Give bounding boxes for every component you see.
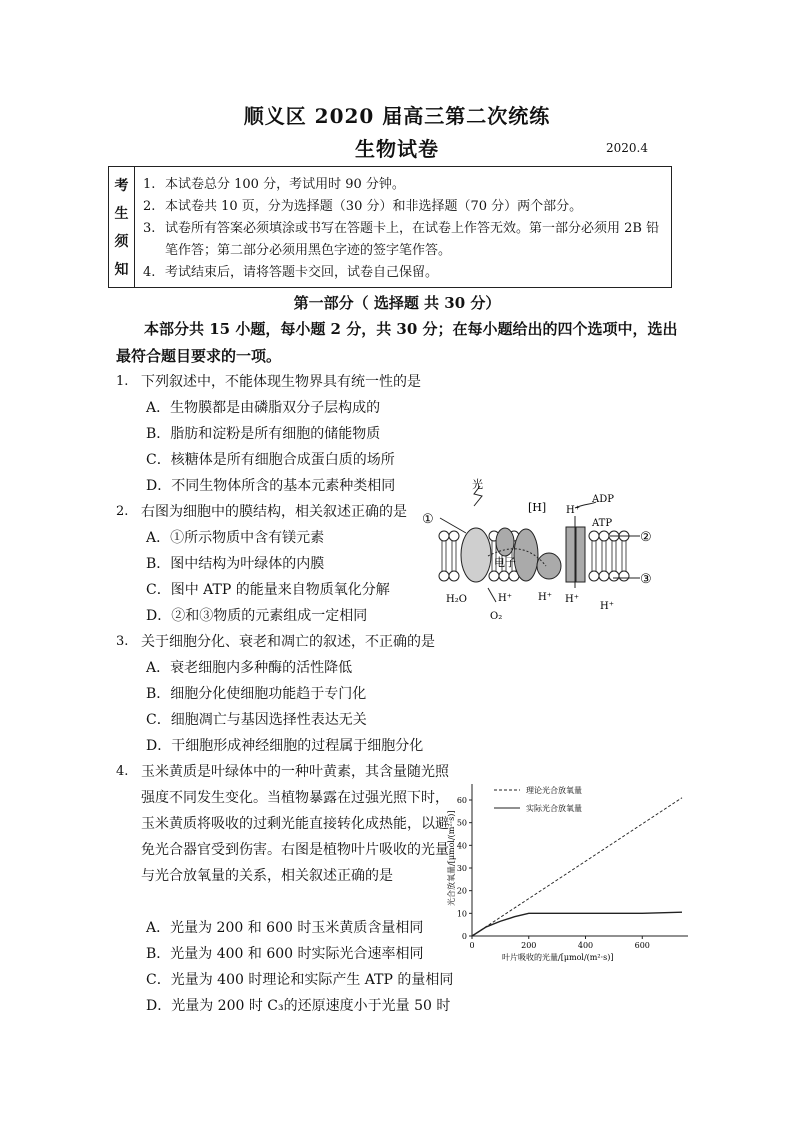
light-label: 光: [472, 478, 483, 491]
option-a: A．衰老细胞内多种酶的活性降低: [146, 660, 353, 676]
exam-title: 顺义区 2020 届高三第二次统练: [243, 104, 551, 128]
notice-item-num: 3.: [143, 221, 156, 236]
h-bracket-label: [H]: [528, 501, 547, 514]
notice-item: [143, 218, 665, 262]
option-b: B．脂肪和淀粉是所有细胞的储能物质: [146, 426, 381, 442]
notice-head-char: 考: [114, 178, 129, 194]
legend-label-actual: 实际光合放氧量: [526, 804, 582, 813]
option-b: B．图中结构为叶绿体的内膜: [146, 556, 325, 572]
option-b: B．光量为 400 和 600 时实际光合速率相同: [146, 946, 424, 962]
option-b: B．细胞分化使细胞功能趋于专门化: [146, 686, 367, 702]
h-plus-label: H⁺: [566, 505, 580, 516]
atp-label: ATP: [592, 518, 613, 529]
photosystem-protein: [461, 528, 491, 582]
option-d: D．干细胞形成神经细胞的过程属于细胞分化: [146, 738, 424, 754]
notice-item-text: 试卷所有答案必须填涂或书写在答题卡上，在试卷上作答无效。第一部分必须用 2B 铅笔作答；第二部分必须用黑色字迹的签字笔作答。: [165, 221, 660, 258]
y-axis-label: 光合放氧量/[μmol/(m²·s)]: [447, 810, 456, 906]
adp-label: ADP: [592, 494, 614, 505]
lipid-head: [599, 571, 609, 581]
lipid-head: [589, 571, 599, 581]
option-c: C．细胞凋亡与基因选择性表达无关: [146, 712, 367, 728]
option-d: D．光量为 200 时 C₃的还原速度小于光量 50 时: [146, 998, 451, 1014]
question-stem: 玉米黄质是叶绿体中的一种叶黄素，其含量随光照强度不同发生变化。当植物暴露在过强光照下时，玉米黄质将吸收的过剩光能直接转化成热能，以避免光合器官受到伤害。右图是植物叶片吸收的光量与光合放氧量的关系，相关叙述正确的是: [141, 764, 449, 884]
notice-list: [143, 174, 665, 284]
x-axis-label: 叶片吸收的光量/[μmol/(m²·s)]: [502, 953, 614, 962]
option-c: C．光量为 400 时理论和实际产生 ATP 的量相同: [146, 972, 454, 988]
notice-item: [143, 196, 665, 218]
lipid-head: [589, 531, 599, 541]
lipid-head: [439, 531, 449, 541]
y-tick-label: 30: [456, 864, 467, 873]
question-number: 2.: [116, 504, 129, 519]
notice-item-text: 本试卷总分 100 分，考试用时 90 分钟。: [165, 177, 405, 192]
notice-head-char: 生: [114, 206, 129, 222]
exam-subtitle: 生物试卷: [355, 137, 439, 161]
notice-box: [108, 166, 672, 288]
electron-label: 电子: [494, 556, 516, 569]
exam-date: 2020.4: [606, 141, 648, 155]
notice-item-num: 4.: [143, 265, 156, 280]
h-plus-label: H⁺: [565, 594, 579, 605]
notice-item: [143, 174, 665, 196]
lipid-head: [449, 571, 459, 581]
y-tick-label: 0: [461, 932, 467, 941]
option-d: D．②和③物质的元素组成一定相同: [146, 608, 368, 624]
oxygen-release-chart: [442, 776, 692, 971]
notice-item-text: 考试结束后，请将答题卡交回，试卷自己保留。: [165, 265, 439, 280]
label-2: ②: [640, 530, 652, 545]
notice-item: [143, 262, 665, 284]
o2-arrow: [488, 588, 496, 602]
carrier-protein: [537, 553, 561, 579]
question-stem: 关于细胞分化、衰老和凋亡的叙述，不正确的是: [141, 634, 435, 650]
x-tick-label: 200: [521, 941, 537, 950]
y-tick-label: 20: [456, 886, 467, 896]
section-title: 第一部分（ 选择题 共 30 分）: [293, 294, 501, 312]
option-d: D．不同生物体所含的基本元素种类相同: [146, 478, 396, 494]
lipid-head: [599, 531, 609, 541]
h-plus-label: H⁺: [600, 601, 614, 612]
question-stem: 下列叙述中，不能体现生物界具有统一性的是: [141, 374, 421, 390]
h-plus-label: H⁺: [498, 593, 512, 604]
notice-head-char: 须: [114, 234, 129, 250]
y-tick-label: 60: [456, 796, 467, 805]
lipid-head: [449, 531, 459, 541]
label-3: ③: [640, 572, 652, 587]
option-c: C．图中 ATP 的能量来自物质氧化分解: [146, 582, 390, 598]
notice-head-char: 知: [114, 262, 129, 278]
notice-item-num: 2.: [143, 199, 156, 214]
y-tick-label: 50: [456, 818, 467, 828]
x-tick-label: 0: [469, 941, 475, 950]
lipid-head: [619, 571, 629, 581]
notice-heading: [109, 167, 135, 287]
x-tick-label: 600: [634, 941, 650, 950]
section-intro: 本部分共 15 小题，每小题 2 分，共 30 分；在每小题给出的四个选项中，选出最符合题目要求的一项。: [116, 320, 678, 365]
question-number: 4.: [116, 764, 129, 779]
notice-item-text: 本试卷共 10 页，分为选择题（30 分）和非选择题（70 分）两个部分。: [165, 199, 583, 214]
atp-synthase-right: [576, 527, 585, 582]
lipid-head: [489, 571, 499, 581]
question-stem: 右图为细胞中的膜结构，相关叙述正确的是: [141, 504, 407, 520]
lipid-head: [499, 571, 509, 581]
h2o-label: H₂O: [446, 594, 467, 605]
option-a: A．①所示物质中含有镁元素: [146, 530, 325, 546]
question-number: 1.: [116, 374, 129, 389]
lipid-head: [609, 571, 619, 581]
legend-label-theoretical: 理论光合放氧量: [526, 786, 582, 795]
label-1: ①: [422, 512, 434, 527]
option-c: C．核糖体是所有细胞合成蛋白质的场所: [146, 452, 395, 468]
atp-synthase-left: [566, 527, 575, 582]
notice-item-num: 1.: [143, 177, 156, 192]
o2-label: O₂: [490, 611, 503, 622]
series-line-theoretical: [472, 798, 682, 936]
option-a: A．光量为 200 和 600 时玉米黄质含量相同: [146, 920, 424, 936]
option-a: A．生物膜都是由磷脂双分子层构成的: [146, 400, 381, 416]
lipid-head: [439, 571, 449, 581]
x-tick-label: 400: [577, 941, 594, 950]
electron-carrier: [496, 528, 514, 556]
y-tick-label: 40: [456, 841, 467, 851]
y-tick-label: 10: [456, 909, 467, 919]
membrane-diagram: [418, 478, 668, 628]
question-number: 3.: [116, 634, 129, 649]
h-plus-label: H⁺: [538, 592, 552, 603]
